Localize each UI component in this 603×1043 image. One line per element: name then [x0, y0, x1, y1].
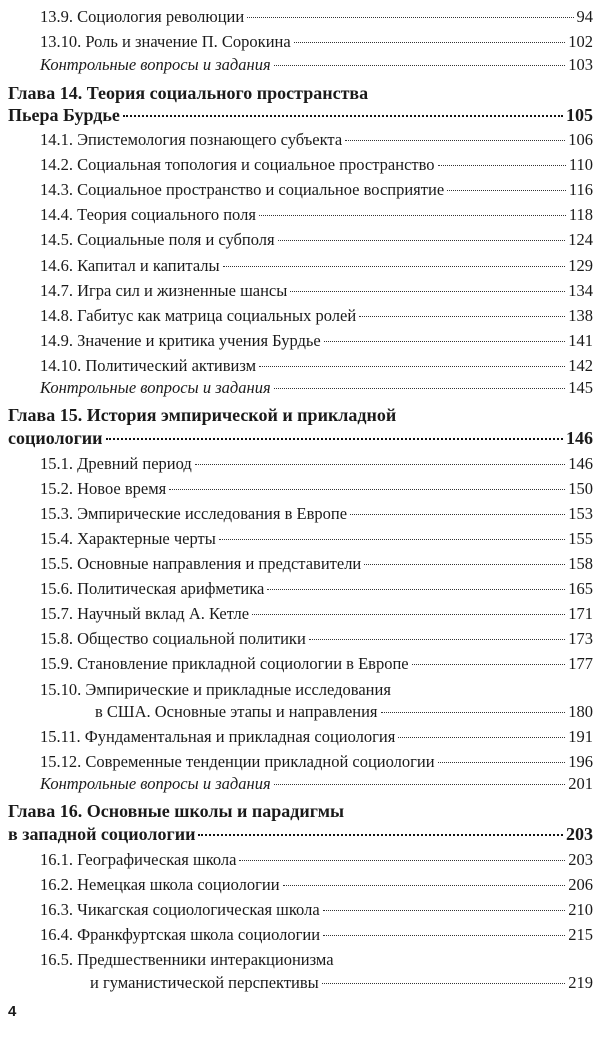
toc-entry-page: 153 [568, 504, 593, 523]
toc-entry-page: 141 [568, 331, 593, 350]
leader-dots [274, 784, 566, 785]
toc-entry-page: 158 [568, 554, 593, 573]
chapter-15-heading[interactable] [8, 428, 593, 448]
toc-entry-14-8[interactable] [40, 306, 593, 326]
toc-entry-page: 206 [568, 875, 593, 894]
toc-entry-title: 15.7. Научный вклад А. Кетле [40, 604, 250, 623]
leader-dots [106, 438, 563, 440]
page-number: 4 [8, 1003, 17, 1020]
leader-dots [198, 834, 563, 836]
toc-entry-16-1[interactable] [40, 850, 593, 870]
toc-entry-14-9[interactable] [40, 331, 593, 351]
toc-entry-title: 16.4. Франкфуртская школа социологии [40, 925, 321, 944]
toc-entry-title: 15.6. Политическая арифметика [40, 579, 265, 598]
leader-dots [324, 341, 565, 342]
toc-entry-title: 16.3. Чикагская социологическая школа [40, 900, 320, 919]
toc-entry-page: 146 [566, 428, 593, 448]
toc-entry-page: 134 [568, 281, 593, 300]
toc-entry-title: 15.5. Основные направления и представители [40, 554, 362, 573]
toc-entry-14-5[interactable] [40, 230, 593, 250]
toc-entry-page: 165 [568, 579, 593, 598]
toc-entry-title: 15.3. Эмпирические исследования в Европе [40, 504, 348, 523]
toc-entry-page: 177 [568, 654, 593, 673]
toc-entry-title: Контрольные вопросы и задания [40, 55, 271, 74]
toc-entry-page: 94 [576, 7, 593, 26]
leader-dots [278, 240, 566, 241]
toc-entry-15-4[interactable] [40, 529, 593, 549]
leader-dots [322, 983, 565, 984]
leader-dots [223, 266, 566, 267]
leader-dots [438, 165, 566, 166]
toc-entry-title: 14.5. Социальные поля и субполя [40, 230, 275, 249]
leader-dots [169, 489, 565, 490]
toc-entry-page: 118 [568, 205, 593, 224]
toc-entry-14-4[interactable] [40, 205, 593, 225]
toc-entry-14-7[interactable] [40, 281, 593, 301]
toc-entry-page: 145 [568, 378, 593, 397]
toc-entry-review-questions[interactable] [40, 774, 593, 794]
toc-entry-page: 106 [568, 130, 593, 149]
leader-dots [123, 115, 563, 117]
toc-entry-page: 124 [568, 230, 593, 249]
toc-entry-14-3[interactable] [40, 180, 593, 200]
toc-entry-title: 14.9. Значение и критика учения Бурдье [40, 331, 321, 350]
toc-entry-title: 14.6. Капитал и капиталы [40, 256, 220, 275]
toc-entry-15-10[interactable] [95, 702, 593, 722]
leader-dots [309, 639, 565, 640]
toc-entry-16-5-line1[interactable]: 16.5. Предшественники интеракционизма [40, 950, 334, 969]
leader-dots [447, 190, 566, 191]
toc-entry-title: 15.9. Становление прикладной социологии в Европе [40, 654, 409, 673]
toc-entry-title: и гуманистической перспективы [90, 973, 319, 992]
leader-dots [239, 860, 565, 861]
toc-entry-page: 105 [566, 105, 593, 125]
toc-entry-16-3[interactable] [40, 900, 593, 920]
toc-entry-16-5[interactable] [90, 973, 593, 993]
toc-entry-title: 15.1. Древний период [40, 454, 192, 473]
leader-dots [398, 737, 565, 738]
leader-dots [323, 910, 566, 911]
leader-dots [364, 564, 565, 565]
chapter-16-heading[interactable] [8, 824, 593, 844]
toc-entry-title: 14.1. Эпистемология познающего субъекта [40, 130, 343, 149]
toc-entry-13-9[interactable] [40, 7, 593, 27]
toc-entry-14-6[interactable] [40, 256, 593, 276]
toc-entry-title: 14.7. Игра сил и жизненные шансы [40, 281, 288, 300]
toc-entry-15-8[interactable] [40, 629, 593, 649]
leader-dots [274, 65, 566, 66]
toc-entry-15-5[interactable] [40, 554, 593, 574]
leader-dots [323, 935, 565, 936]
leader-dots [350, 514, 565, 515]
toc-entry-page: 102 [568, 32, 593, 51]
leader-dots [252, 614, 565, 615]
toc-entry-page: 196 [568, 752, 593, 771]
toc-entry-page: 203 [568, 850, 593, 869]
toc-entry-page: 203 [566, 824, 593, 844]
toc-entry-14-2[interactable] [40, 155, 593, 175]
toc-entry-15-10-line1[interactable]: 15.10. Эмпирические и прикладные исследования [40, 680, 391, 699]
leader-dots [247, 17, 573, 18]
toc-entry-title: 14.8. Габитус как матрица социальных ролей [40, 306, 357, 325]
toc-entry-page: 103 [568, 55, 593, 74]
toc-entry-page: 110 [568, 155, 593, 174]
toc-entry-title: Контрольные вопросы и задания [40, 774, 271, 793]
toc-entry-15-1[interactable] [40, 454, 593, 474]
toc-entry-page: 210 [568, 900, 593, 919]
toc-entry-title: 15.8. Общество социальной политики [40, 629, 306, 648]
leader-dots [345, 140, 565, 141]
chapter-15-title-line2: социологии [8, 428, 103, 448]
leader-dots [259, 366, 565, 367]
toc-entry-page: 180 [568, 702, 593, 721]
toc-entry-page: 142 [568, 356, 593, 375]
toc-entry-15-3[interactable] [40, 504, 593, 524]
toc-entry-title: 13.9. Социология революции [40, 7, 245, 26]
leader-dots [259, 215, 566, 216]
leader-dots [267, 589, 565, 590]
leader-dots [381, 712, 566, 713]
toc-entry-15-12[interactable] [40, 752, 593, 772]
toc-entry-title: 15.2. Новое время [40, 479, 167, 498]
leader-dots [283, 885, 566, 886]
toc-entry-review-questions[interactable] [40, 378, 593, 398]
leader-dots [274, 388, 566, 389]
toc-entry-title: 13.10. Роль и значение П. Сорокина [40, 32, 291, 51]
toc-entry-page: 171 [568, 604, 593, 623]
toc-entry-title: 14.4. Теория социального поля [40, 205, 256, 224]
toc-entry-13-10[interactable] [40, 32, 593, 52]
toc-entry-page: 219 [568, 973, 593, 992]
toc-entry-title: 15.11. Фундаментальная и прикладная социология [40, 727, 396, 746]
leader-dots [290, 291, 565, 292]
toc-entry-title: 15.12. Современные тенденции прикладной социологии [40, 752, 435, 771]
toc-entry-title: 14.3. Социальное пространство и социальное восприятие [40, 180, 445, 199]
toc-entry-review-questions[interactable] [40, 55, 593, 75]
toc-entry-title: 16.1. Географическая школа [40, 850, 237, 869]
leader-dots [195, 464, 565, 465]
toc-entry-page: 155 [568, 529, 593, 548]
leader-dots [438, 762, 566, 763]
toc-entry-page: 191 [568, 727, 593, 746]
toc-entry-title: 14.10. Политический активизм [40, 356, 257, 375]
toc-entry-page: 129 [568, 256, 593, 275]
toc-entry-page: 116 [568, 180, 593, 199]
toc-entry-15-9[interactable] [40, 654, 593, 674]
toc-entry-page: 150 [568, 479, 593, 498]
chapter-14-heading[interactable] [8, 105, 593, 125]
toc-entry-title: 15.4. Характерные черты [40, 529, 216, 548]
toc-entry-page: 138 [568, 306, 593, 325]
leader-dots [359, 316, 565, 317]
toc-entry-15-6[interactable] [40, 579, 593, 599]
leader-dots [219, 539, 565, 540]
chapter-15-title-line1[interactable]: Глава 15. История эмпирической и прикладной [8, 405, 397, 425]
toc-entry-page: 146 [568, 454, 593, 473]
toc-entry-title: 14.2. Социальная топология и социальное пространство [40, 155, 435, 174]
toc-entry-16-2[interactable] [40, 875, 593, 895]
chapter-14-title-line1[interactable]: Глава 14. Теория социального пространства [8, 83, 369, 103]
toc-entry-page: 173 [568, 629, 593, 648]
chapter-14-title-line2: Пьера Бурдье [8, 105, 120, 125]
toc-entry-title: 16.2. Немецкая школа социологии [40, 875, 280, 894]
toc-entry-page: 215 [568, 925, 593, 944]
toc-entry-14-10[interactable] [40, 356, 593, 376]
toc-entry-15-2[interactable] [40, 479, 593, 499]
toc-entry-15-11[interactable] [40, 727, 593, 747]
toc-entry-page: 201 [568, 774, 593, 793]
toc-entry-14-1[interactable] [40, 130, 593, 150]
leader-dots [294, 42, 566, 43]
toc-entry-15-7[interactable] [40, 604, 593, 624]
toc-entry-16-4[interactable] [40, 925, 593, 945]
toc-entry-title: Контрольные вопросы и задания [40, 378, 271, 397]
chapter-16-title-line2: в западной социологии [8, 824, 196, 844]
toc-entry-title: в США. Основные этапы и направления [95, 702, 378, 721]
leader-dots [412, 664, 566, 665]
chapter-16-title-line1[interactable]: Глава 16. Основные школы и парадигмы [8, 801, 345, 821]
